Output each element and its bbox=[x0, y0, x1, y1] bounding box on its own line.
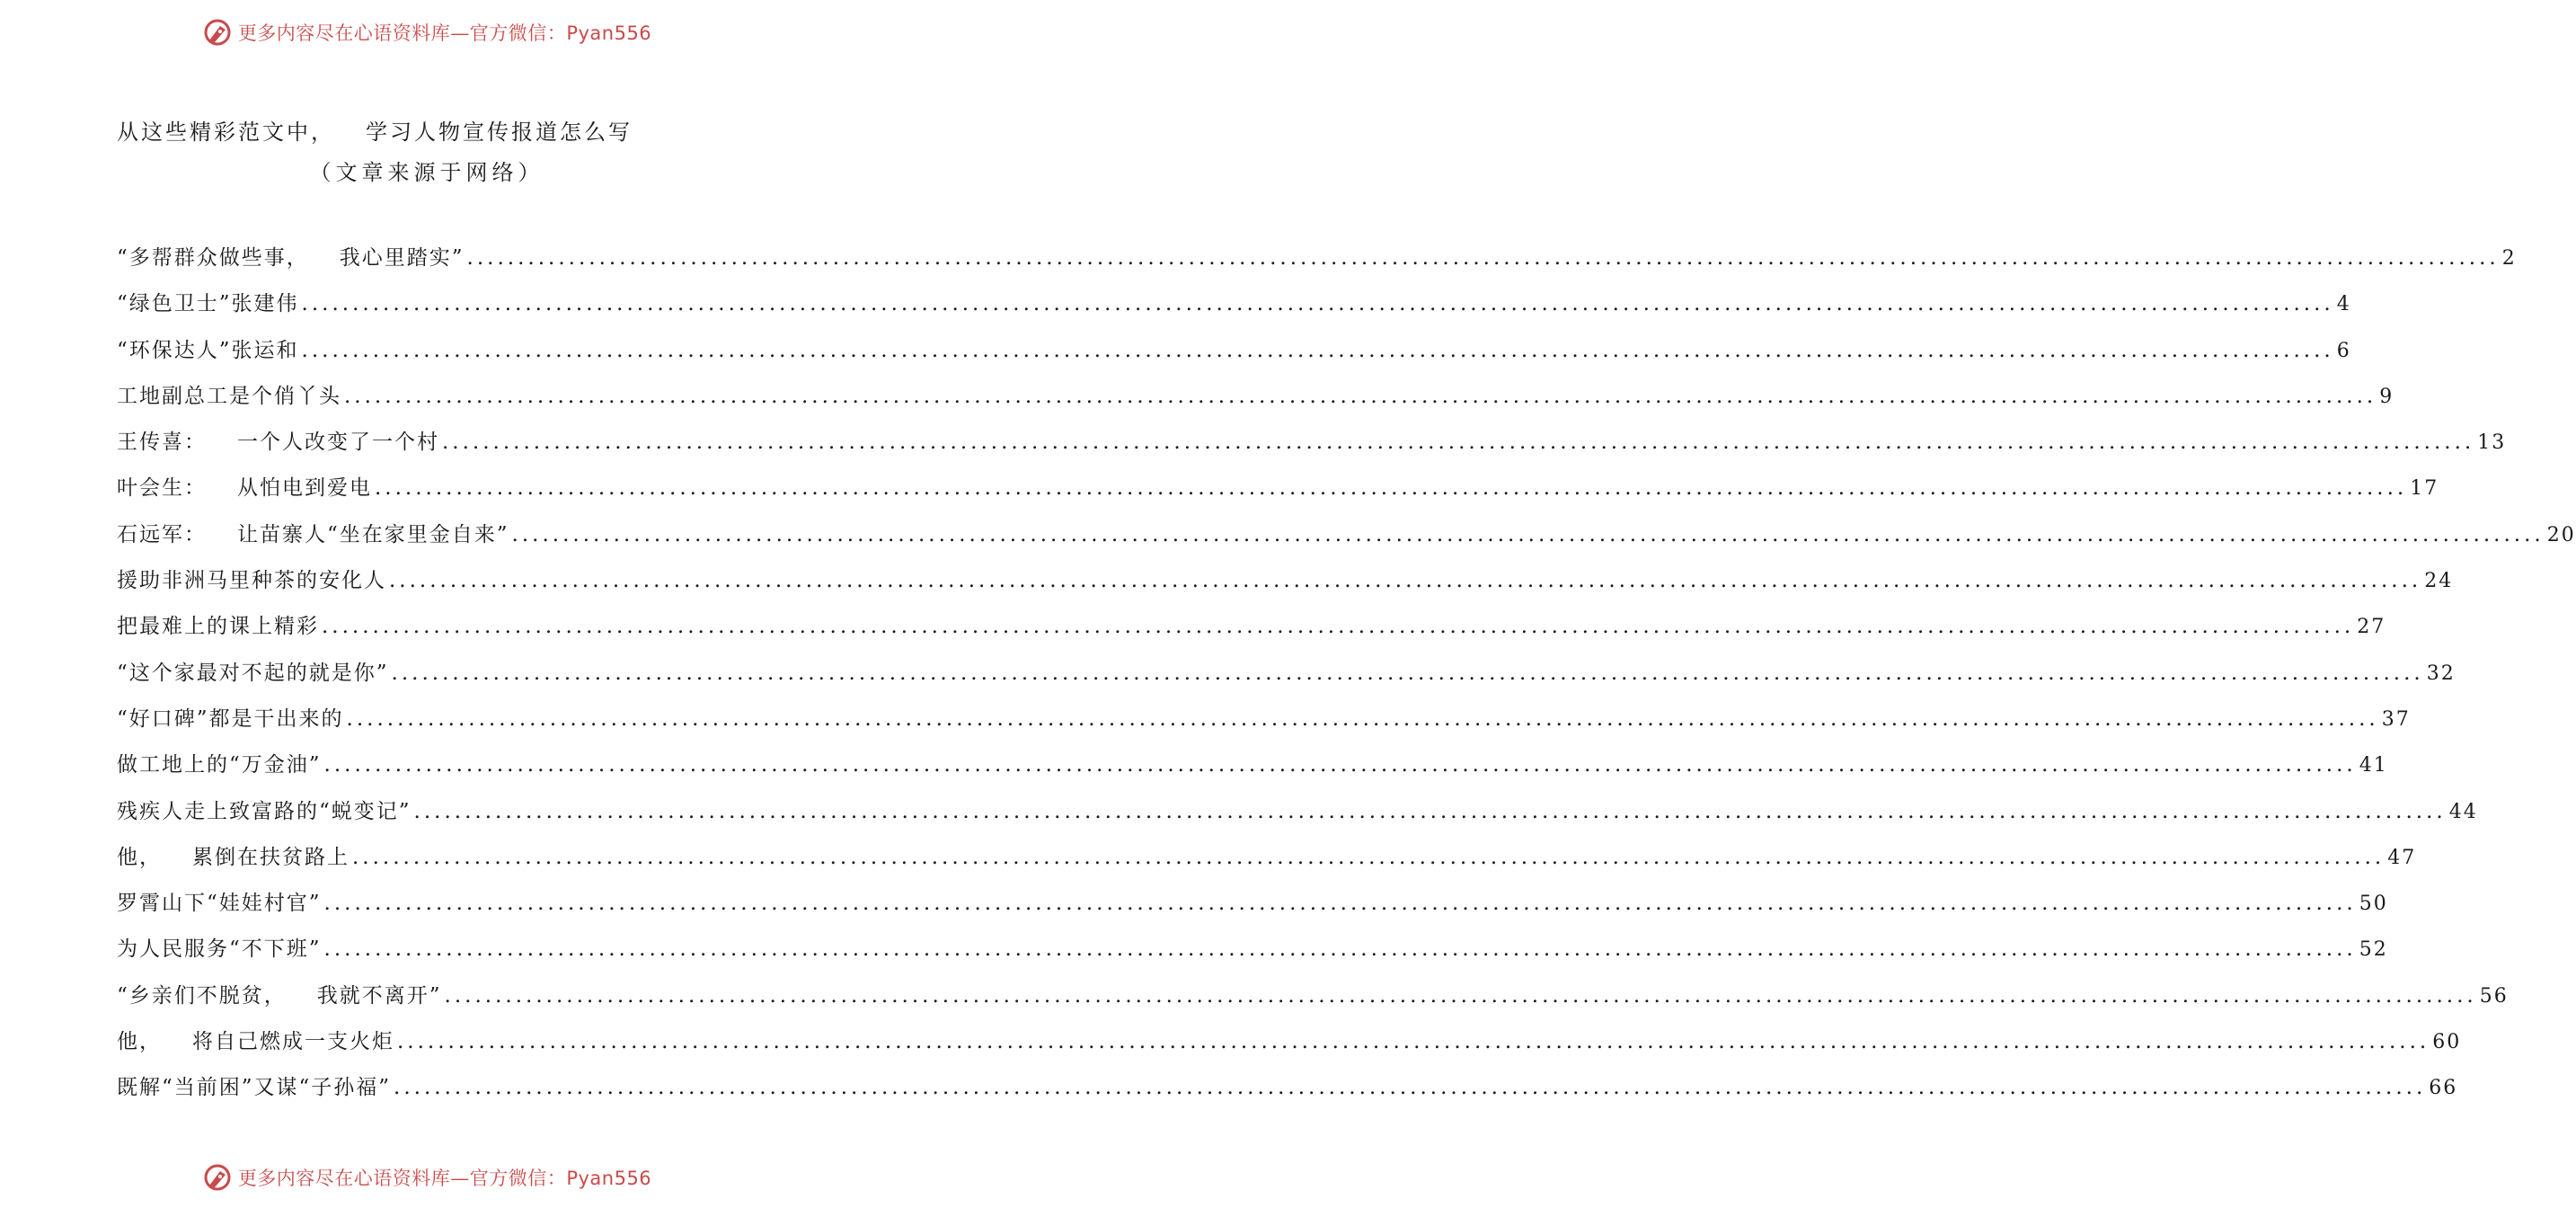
toc-page-number: 2 bbox=[2501, 247, 2517, 270]
toc-entry-title: 做工地上的“万金油” bbox=[117, 753, 322, 777]
toc-entry[interactable] bbox=[117, 287, 2351, 333]
toc-entry[interactable] bbox=[117, 932, 2388, 978]
toc-leader-dots: ........................................................................................................................................................................................................ bbox=[466, 246, 2500, 270]
document-title bbox=[117, 114, 633, 146]
toc-entry[interactable] bbox=[117, 886, 2388, 932]
toc-leader-dots: ........................................................................................................................................................................................................ bbox=[346, 706, 2379, 731]
toc-entry-title: “乡亲们不脱贫， 我就不离开” bbox=[117, 983, 442, 1008]
toc-entry-title: 罗霄山下“娃娃村官” bbox=[117, 892, 322, 916]
toc-entry[interactable] bbox=[117, 518, 2576, 564]
pen-nib-logo-icon bbox=[202, 1162, 233, 1193]
toc-entry-title: “好口碑”都是干出来的 bbox=[117, 706, 344, 731]
toc-entry[interactable] bbox=[117, 333, 2351, 379]
toc-page-number: 6 bbox=[2336, 339, 2351, 362]
title-part-2: 学习人物宣传报道怎么写 bbox=[366, 120, 633, 145]
toc-entry[interactable] bbox=[117, 656, 2456, 702]
toc-leader-dots: ........................................................................................................................................................................................................ bbox=[442, 431, 2475, 455]
toc-page-number: 9 bbox=[2379, 385, 2395, 408]
wechat-id: Pyan556 bbox=[566, 22, 652, 44]
toc-entry[interactable] bbox=[117, 1070, 2458, 1116]
toc-leader-dots: ........................................................................................................................................................................................................ bbox=[323, 892, 2357, 916]
toc-page-number: 47 bbox=[2387, 846, 2417, 869]
toc-entry-title: 工地副总工是个俏丫头 bbox=[117, 384, 341, 408]
toc-entry-title: 石远军： 让苗寨人“坐在家里金自来” bbox=[117, 522, 509, 546]
toc-entry-title: 王传喜： 一个人改变了一个村 bbox=[117, 431, 439, 455]
toc-entry-title: 他， 将自己燃成一支火炬 bbox=[117, 1030, 394, 1054]
toc-entry[interactable] bbox=[117, 425, 2507, 471]
toc-entry-title: 他， 累倒在扶贫路上 bbox=[117, 845, 350, 869]
source-note: （文章来源于网络） bbox=[309, 160, 544, 185]
toc-page-number: 50 bbox=[2359, 893, 2388, 916]
toc-leader-dots: ........................................................................................................................................................................................................ bbox=[375, 476, 2408, 501]
toc-leader-dots: ........................................................................................................................................................................................................ bbox=[301, 292, 2334, 316]
toc-entry-title: 既解“当前困”又谋“子孙福” bbox=[117, 1076, 392, 1100]
toc-entry[interactable] bbox=[117, 795, 2478, 840]
title-part-1: 从这些精彩范文中， bbox=[117, 120, 335, 145]
toc-page-number: 17 bbox=[2410, 477, 2439, 501]
toc-leader-dots: ........................................................................................................................................................................................................ bbox=[391, 661, 2424, 685]
toc-entry[interactable] bbox=[117, 748, 2388, 794]
toc-leader-dots: ........................................................................................................................................................................................................ bbox=[301, 338, 2334, 362]
banner-text: 更多内容尽在心语资料库—官方微信：Pyan556 bbox=[237, 22, 652, 44]
toc-entry-title: “这个家最对不起的就是你” bbox=[117, 661, 389, 685]
toc-leader-dots: ........................................................................................................................................................................................................ bbox=[322, 615, 2355, 639]
toc-page-number: 27 bbox=[2357, 616, 2386, 639]
table-of-contents bbox=[117, 241, 2576, 1117]
toc-entry[interactable] bbox=[117, 840, 2417, 886]
toc-page-number: 56 bbox=[2479, 984, 2509, 1008]
toc-page-number: 66 bbox=[2429, 1077, 2458, 1100]
header-banner bbox=[0, 14, 854, 50]
toc-page-number: 44 bbox=[2448, 800, 2478, 823]
toc-entry-title: “环保达人”张运和 bbox=[117, 338, 299, 362]
toc-leader-dots: ........................................................................................................................................................................................................ bbox=[444, 983, 2477, 1008]
toc-entry-title: “绿色卫士”张建伟 bbox=[117, 292, 299, 316]
wechat-id: Pyan556 bbox=[566, 1168, 652, 1189]
toc-page-number: 4 bbox=[2336, 293, 2351, 316]
pen-nib-logo-icon bbox=[202, 17, 233, 48]
toc-entry-title: 残疾人走上致富路的“蜕变记” bbox=[117, 799, 412, 823]
toc-page-number: 20 bbox=[2546, 523, 2576, 546]
toc-entry-title: 为人民服务“不下班” bbox=[117, 937, 322, 962]
toc-entry[interactable] bbox=[117, 241, 2517, 287]
toc-entry-title: “多帮群众做些事， 我心里踏实” bbox=[117, 246, 465, 270]
toc-entry[interactable] bbox=[117, 564, 2454, 609]
toc-entry[interactable] bbox=[117, 979, 2509, 1025]
toc-page-number: 32 bbox=[2426, 662, 2456, 685]
toc-leader-dots: ........................................................................................................................................................................................................ bbox=[413, 799, 2447, 823]
toc-page-number: 41 bbox=[2359, 754, 2388, 777]
toc-entry[interactable] bbox=[117, 1025, 2462, 1070]
toc-entry-title: 把最难上的课上精彩 bbox=[117, 615, 319, 639]
toc-entry[interactable] bbox=[117, 702, 2411, 748]
toc-leader-dots: ........................................................................................................................................................................................................ bbox=[511, 522, 2545, 546]
toc-leader-dots: ........................................................................................................................................................................................................ bbox=[389, 569, 2422, 593]
toc-page-number: 13 bbox=[2477, 431, 2507, 455]
toc-page-number: 52 bbox=[2359, 938, 2388, 962]
toc-leader-dots: ........................................................................................................................................................................................................ bbox=[323, 937, 2357, 962]
footer-banner bbox=[0, 1159, 854, 1195]
toc-entry-title: 援助非洲马里种茶的安化人 bbox=[117, 569, 386, 593]
toc-entry[interactable] bbox=[117, 609, 2386, 655]
toc-entry[interactable] bbox=[117, 379, 2395, 425]
toc-leader-dots: ........................................................................................................................................................................................................ bbox=[397, 1030, 2430, 1054]
toc-leader-dots: ........................................................................................................................................................................................................ bbox=[352, 845, 2386, 869]
toc-page-number: 60 bbox=[2432, 1031, 2462, 1054]
toc-entry[interactable] bbox=[117, 471, 2439, 517]
toc-leader-dots: ........................................................................................................................................................................................................ bbox=[344, 384, 2377, 408]
toc-entry-title: 叶会生： 从怕电到爱电 bbox=[117, 476, 372, 501]
toc-page-number: 37 bbox=[2381, 707, 2411, 731]
toc-page-number: 24 bbox=[2424, 570, 2454, 593]
toc-leader-dots: ........................................................................................................................................................................................................ bbox=[323, 753, 2357, 777]
toc-leader-dots: ........................................................................................................................................................................................................ bbox=[394, 1076, 2427, 1100]
banner-text: 更多内容尽在心语资料库—官方微信：Pyan556 bbox=[237, 1168, 652, 1189]
